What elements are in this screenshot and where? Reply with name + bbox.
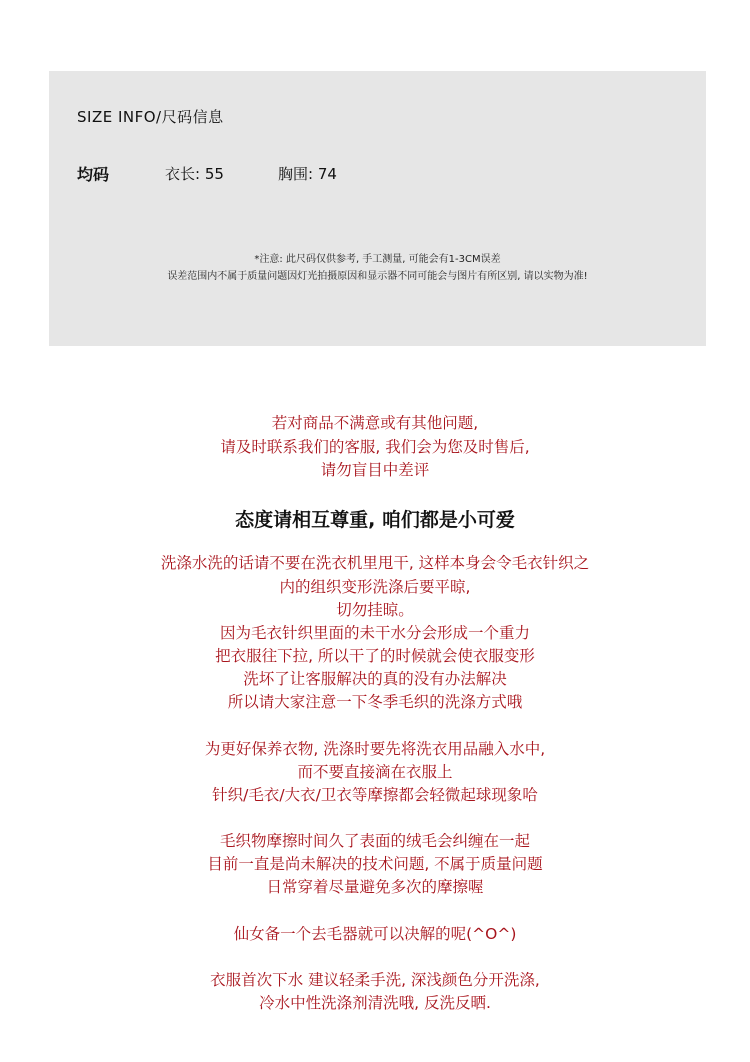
measurement-note-line-2: 误差范围内不属于质量问题因灯光拍摄原因和显示器不同可能会与图片有所区别, 请以实物为准! xyxy=(167,271,588,282)
measurement-note-line-1: *注意: 此尺码仅供参考, 手工测量, 可能会有1-3CM误差 xyxy=(254,254,501,265)
service-line-1: 若对商品不满意或有其他问题, xyxy=(271,414,479,432)
service-line-2: 请及时联系我们的客服, 我们会为您及时售后, xyxy=(220,438,530,456)
care-line: 所以请大家注意一下冬季毛织的洗涤方式哦 xyxy=(227,693,523,711)
care-line: 衣服首次下水 建议轻柔手洗, 深浅颜色分开洗涤, xyxy=(210,971,540,989)
size-info-panel xyxy=(49,71,706,346)
chest-measurement: 胸围: 74 xyxy=(278,165,337,183)
size-label: 均码 xyxy=(77,165,110,184)
care-line: 目前一直是尚未解决的技术问题, 不属于质量问题 xyxy=(207,855,543,873)
care-line: 洗涤水洗的话请不要在洗衣机里甩干, 这样本身会令毛衣针织之 xyxy=(160,554,590,572)
care-line: 因为毛衣针织里面的未干水分会形成一个重力 xyxy=(219,624,530,642)
care-line: 为更好保养衣物, 洗涤时要先将洗衣用品融入水中, xyxy=(204,740,546,758)
care-line: 毛织物摩擦时间久了表面的绒毛会纠缠在一起 xyxy=(219,832,530,850)
care-line: 而不要直接滴在衣服上 xyxy=(297,763,453,781)
service-line-3: 请勿盲目中差评 xyxy=(320,461,430,479)
care-line: 切勿挂晾。 xyxy=(336,601,414,619)
respect-heading: 态度请相互尊重, 咱们都是小可爱 xyxy=(235,509,515,531)
care-line: 冷水中性洗涤剂清洗哦, 反洗反晒. xyxy=(259,994,491,1012)
care-line: 内的组织变形洗涤后要平晾, xyxy=(279,578,471,596)
care-line: 洗坏了让客服解决的真的没有办法解决 xyxy=(243,670,507,688)
garment-length: 衣长: 55 xyxy=(165,165,224,183)
care-line: 仙女备一个去毛器就可以决解的呢(^O^) xyxy=(233,925,517,943)
care-line: 针织/毛衣/大衣/卫衣等摩擦都会轻微起球现象哈 xyxy=(212,786,538,804)
size-info-title: SIZE INFO/尺码信息 xyxy=(77,108,224,126)
care-line: 把衣服往下拉, 所以干了的时候就会使衣服变形 xyxy=(215,647,535,665)
care-line: 日常穿着尽量避免多次的摩擦喔 xyxy=(266,878,484,896)
